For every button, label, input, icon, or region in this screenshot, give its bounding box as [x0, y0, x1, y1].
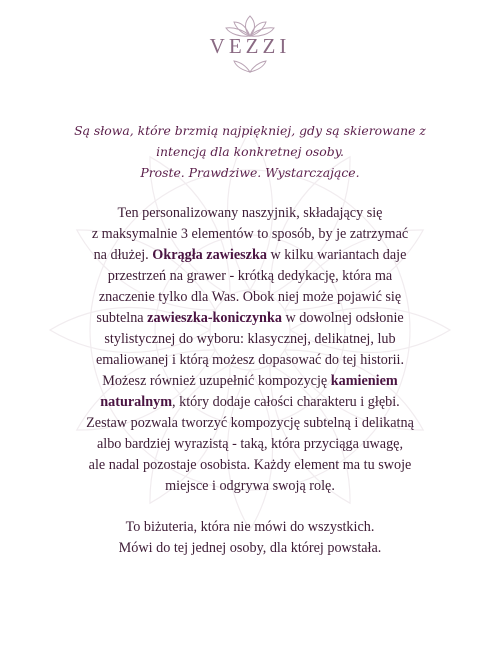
intro-line: intencją dla konkretnej osoby. [156, 144, 344, 159]
highlight-round-pendant: Okrągła zawieszka [152, 247, 267, 263]
intro-line: Są słowa, które brzmią najpiękniej, gdy są skierowane z [74, 123, 426, 138]
body-line: z maksymalnie 3 elementów to sposób, by je zatrzymać [91, 226, 409, 242]
brand-name: VEZZI [209, 34, 291, 58]
body-line: miejsce i odgrywa swoją rolę. [165, 478, 335, 494]
lotus-base-icon [220, 60, 280, 74]
body-line: Możesz również uzupełnić kompozycję [102, 373, 328, 389]
body-line: albo bardziej wyrazistą - taką, która przyciąga uwagę, [96, 436, 404, 452]
outro-line: To biżuteria, która nie mówi do wszystkich. [125, 519, 375, 535]
highlight-natural: naturalnym [100, 394, 173, 410]
body-line: na dłużej. [93, 247, 149, 263]
intro-text [52, 120, 448, 183]
body-line: ale nadal pozostaje osobista. Każdy element ma tu swoje [88, 457, 412, 473]
body-line: stylistycznej do wyboru: klasycznej, delikatnej, lub [104, 331, 396, 347]
body-line: subtelna [96, 310, 144, 326]
body-line: emaliowanej i którą możesz dopasować do tej historii. [95, 352, 405, 368]
highlight-stone: kamieniem [330, 373, 398, 389]
body-text [52, 203, 448, 497]
body-line: Zestaw pozwala tworzyć kompozycję subtelną i delikatną [86, 415, 414, 431]
description [52, 120, 448, 559]
body-line: w kilku wariantach daje [270, 247, 407, 263]
body-line: znaczenie tylko dla Was. Obok niej może pojawić się [98, 289, 402, 305]
body-line: w dowolnej odsłonie [285, 310, 404, 326]
body-line: przestrzeń na grawer - krótką dedykację, która ma [107, 268, 393, 284]
outro-text [52, 517, 448, 559]
highlight-clover-pendant: zawieszka-koniczynka [147, 310, 282, 326]
body-line: Ten personalizowany naszyjnik, składający się [117, 205, 383, 221]
body-line: , który dodaje całości charakteru i głębi. [172, 394, 400, 410]
intro-line: Proste. Prawdziwe. Wystarczające. [140, 165, 360, 180]
outro-line: Mówi do tej jednej osoby, dla której powstała. [118, 540, 382, 556]
